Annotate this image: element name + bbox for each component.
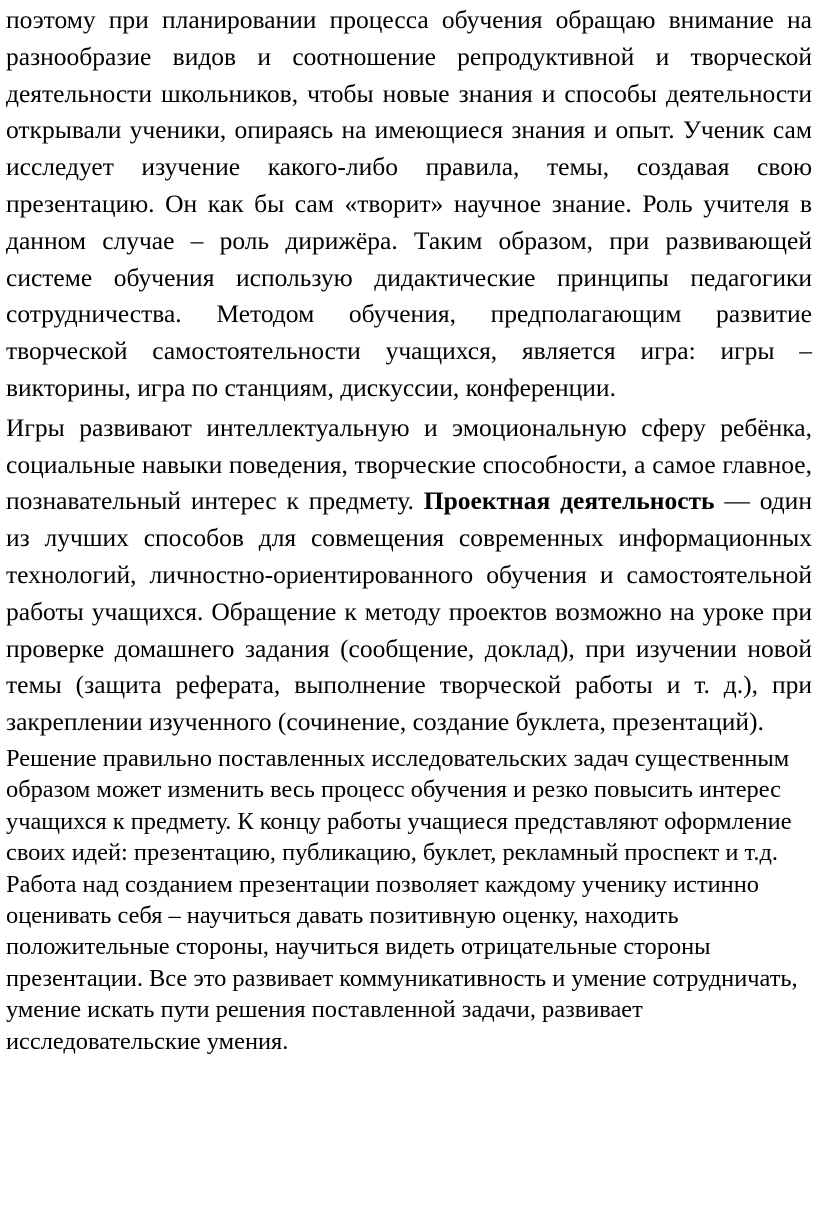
paragraph-projects-text: — один из лучших способов для совмещения современных информационных технологий, личностно-ориентированного обучения и самостоятельной работы учащихся. Обращение к методу проектов возможно на уроке при проверке домашнего задания (сообщение, доклад), при изучении новой темы (защита реферата, выполнение творческой работы и т. д.), при закреплении изученного (сочинение, создание буклета, презентаций). [6,486,812,737]
document-page [6,0,812,1057]
paragraph-games-intro: Игры развивают интеллектуальную и эмоциональную сферу ребёнка, социальные навыки поведения, творческие способности, а самое главное, познавательный интерес к предмету. [6,412,812,516]
project-activity-term: Проектная деятельность [423,486,715,516]
paragraph-games-and-projects [6,410,812,741]
paragraph-teaching-methods: поэтому при планировании процесса обучения обращаю внимание на разнообразие видов и соотношение репродуктивной и творческой деятельности школьников, чтобы новые знания и способы деятельности открывали ученики, опираясь на имеющиеся знания и опыт. Ученик сам исследует изучение какого-либо правила, темы, создавая свою презентацию. Он как бы сам «творит» научное знание. Роль учителя в данном случае – роль дирижёра. Таким образом, при развивающей системе обучения использую дидактические принципы педагогики сотрудничества. Методом обучения, предполагающим развитие творческой самостоятельности учащихся, является игра: игры – викторины, игра по станциям, дискуссии, конференции. [6,5,812,402]
paragraph-research-tasks: Решение правильно поставленных исследовательских задач существенным образом может изменить весь процесс обучения и резко повысить интерес учащихся к предмету. К концу работы учащиеся представляют оформление своих идей: презентацию, публикацию, буклет, рекламный проспект и т.д. Работа над созданием презентации позволяет каждому ученику истинно оценивать себя – научиться давать позитивную оценку, находить положительные стороны, научиться видеть отрицательные стороны презентации. Все это развивает коммуникативность и умение сотрудничать, умение искать пути решения поставленной задачи, развивает исследовательские умения. [6,744,798,1055]
